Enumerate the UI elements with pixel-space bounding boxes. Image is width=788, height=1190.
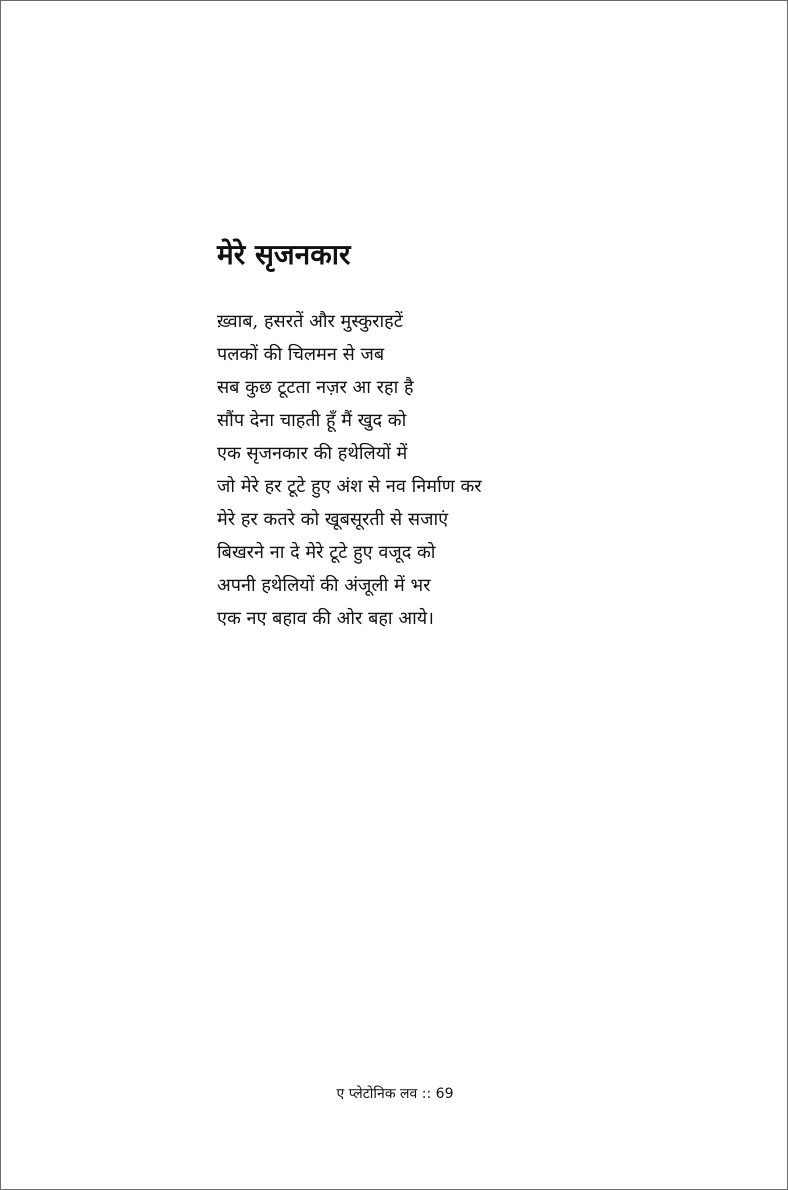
poem-title: मेरे सृजनकार xyxy=(217,238,351,271)
poem-line: पलकों की चिलमन से जब xyxy=(217,344,385,365)
poem-line: एक सृजनकार की हथेलियों में xyxy=(217,443,408,464)
page-footer xyxy=(1,1081,788,1107)
poem-body xyxy=(217,305,482,635)
footer-separator: :: xyxy=(421,1086,432,1102)
poem-line: एक नए बहाव की ओर बहा आये। xyxy=(217,608,434,629)
page-number: 69 xyxy=(435,1086,454,1102)
poem-line: अपनी हथेलियों की अंजूली में भर xyxy=(217,575,431,596)
poem-line: सौंप देना चाहती हूँ मैं खुद को xyxy=(217,410,407,431)
poem-line: बिखरने ना दे मेरे टूटे हुए वजूद को xyxy=(217,542,436,563)
poem-line: सब कुछ टूटता नज़र आ रहा है xyxy=(217,377,414,398)
poem-line: मेरे हर कतरे को खूबसूरती से सजाएं xyxy=(217,509,449,530)
poem-line: जो मेरे हर टूटे हुए अंश से नव निर्माण कर xyxy=(217,476,482,497)
footer-book-title: ए प्लेटोनिक लव xyxy=(336,1086,418,1102)
poem-line: ख़्वाब, हसरतें और मुस्कुराहटें xyxy=(217,311,403,332)
